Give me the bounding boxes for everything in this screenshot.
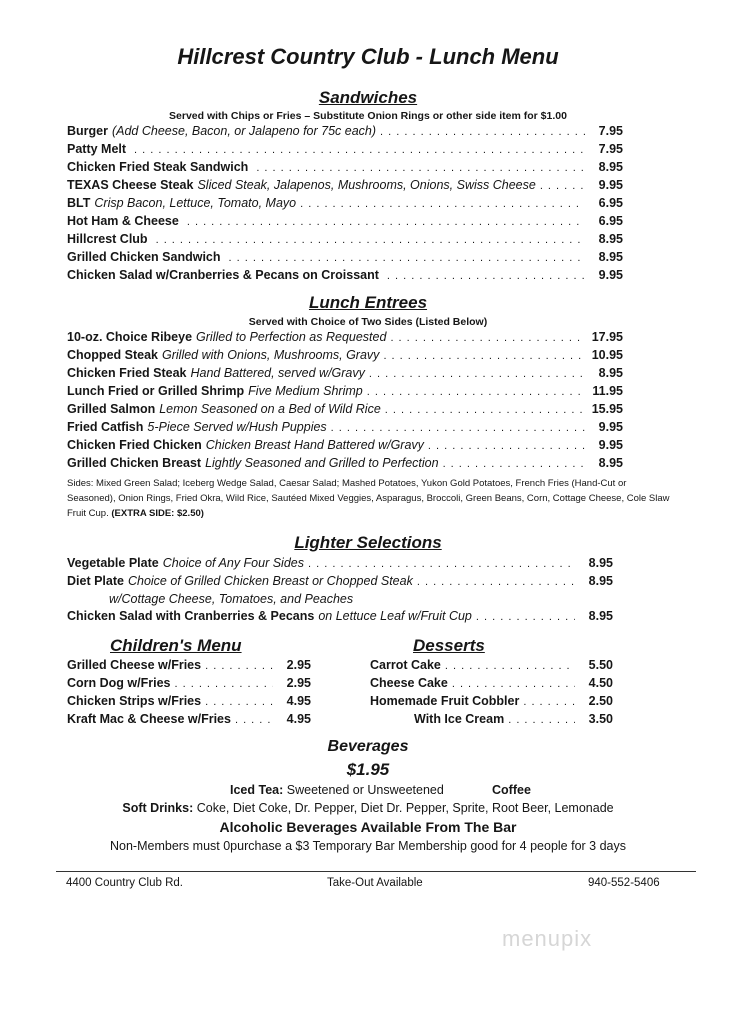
alcohol-note: Alcoholic Beverages Available From The Bar: [219, 819, 517, 835]
item-name: Cheese Cake: [370, 676, 448, 690]
item-price: 8.95: [598, 250, 623, 264]
leader-dots: [452, 676, 575, 693]
item-price: 8.95: [588, 609, 613, 623]
menu-item: [67, 573, 613, 591]
leader-dots: [540, 178, 585, 195]
menu-item: [67, 401, 623, 419]
lighter-list: [67, 555, 613, 626]
item-name: Chicken Fried Steak Sandwich: [67, 160, 249, 174]
item-name: Chicken Fried Chicken: [67, 438, 202, 452]
item-name: Homemade Fruit Cobbler: [370, 694, 520, 708]
item-desc: Hand Battered, served w/Gravy: [190, 366, 365, 380]
item-name: Grilled Chicken Sandwich: [67, 250, 221, 264]
menu-item: [67, 159, 623, 177]
entrees-subtitle: Served with Choice of Two Sides (Listed Below): [248, 316, 488, 328]
item-price: 5.50: [588, 658, 613, 672]
item-name: Vegetable Plate: [67, 556, 159, 570]
item-price: 7.95: [598, 142, 623, 156]
footer-address: 4400 Country Club Rd.: [66, 877, 183, 889]
menu-item: [67, 329, 623, 347]
item-desc: Choice of Any Four Sides: [162, 556, 304, 570]
leader-dots: [367, 384, 585, 401]
soft-drinks-label: Soft Drinks:: [122, 801, 194, 815]
leader-dots: [369, 366, 585, 383]
sides-text: Mixed Green Salad; Iceberg Wedge Salad, Caesar Salad; Mashed Potatoes, Yukon Gold Potatoes, French Fries (Hand-Cut or Seasoned), Onion Rings, Fried Okra, Wild Rice, Sautéed Mixed Veggies, Asparagus, Broccoli, Green Beans, Corn, Cottage Cheese, Cole Slaw Fruit Cup.: [67, 478, 670, 519]
menu-item: [67, 231, 623, 249]
item-name: Chicken Salad with Cranberries & Pecans: [67, 609, 315, 623]
menu-title: Hillcrest Country Club - Lunch Menu: [177, 44, 559, 69]
menu-item: [67, 195, 623, 213]
item-name: Hot Ham & Cheese: [67, 214, 179, 228]
leader-dots: [256, 160, 585, 177]
leader-dots: [523, 694, 575, 711]
leader-dots: [508, 712, 575, 729]
item-price: 6.95: [598, 196, 623, 210]
leader-dots: [134, 142, 585, 159]
item-name: Lunch Fried or Grilled Shrimp: [67, 384, 245, 398]
soft-drinks-text: Coke, Diet Coke, Dr. Pepper, Diet Dr. Pepper, Sprite, Root Beer, Lemonade: [196, 801, 614, 815]
leader-dots: [385, 402, 585, 419]
item-name: Grilled Salmon: [67, 402, 156, 416]
item-price: 8.95: [598, 232, 623, 246]
menu-item-continuation: [67, 591, 613, 608]
item-name: Patty Melt: [67, 142, 127, 156]
item-desc: Grilled to Perfection as Requested: [196, 330, 387, 344]
item-price: 9.95: [598, 438, 623, 452]
menu-item: [67, 267, 623, 285]
leader-dots: [445, 658, 575, 675]
leader-dots: [417, 574, 575, 591]
item-name: Grilled Chicken Breast: [67, 456, 202, 470]
item-price: 8.95: [588, 574, 613, 588]
item-desc-continuation: w/Cottage Cheese, Tomatoes, and Peaches: [109, 592, 354, 606]
leader-dots: [308, 556, 575, 573]
menu-item: [67, 123, 623, 141]
item-desc: on Lettuce Leaf w/Fruit Cup: [318, 609, 472, 623]
item-price: 9.95: [598, 178, 623, 192]
item-desc: (Add Cheese, Bacon, or Jalapeno for 75c each): [111, 124, 377, 138]
item-price: 3.50: [588, 712, 613, 726]
soft-drinks-line: [0, 801, 736, 815]
menu-item: [67, 141, 623, 159]
watermark-logo: menupix: [502, 926, 593, 951]
item-price: 11.95: [592, 384, 623, 398]
item-name: TEXAS Cheese Steak: [67, 178, 194, 192]
desserts-heading: Desserts: [413, 636, 485, 655]
leader-dots: [383, 348, 585, 365]
iced-tea-label: Iced Tea:: [230, 783, 284, 797]
item-price: 2.95: [286, 676, 311, 690]
item-desc: 5-Piece Served w/Hush Puppies: [147, 420, 327, 434]
menu-item: [67, 419, 623, 437]
item-price: 8.95: [598, 160, 623, 174]
extra-side-note: (EXTRA SIDE: $2.50): [111, 508, 204, 519]
item-desc: Five Medium Shrimp: [248, 384, 363, 398]
menu-item: [370, 675, 613, 693]
sandwiches-list: [67, 123, 623, 285]
sandwiches-subtitle: Served with Chips or Fries – Substitute Onion Rings or other side item for $1.00: [169, 110, 567, 122]
desserts-list: [370, 657, 613, 729]
item-price: 8.95: [598, 456, 623, 470]
menu-item: [67, 249, 623, 267]
menu-item: [67, 347, 623, 365]
menu-item: [67, 177, 623, 195]
leader-dots: [187, 214, 585, 231]
menu-item: [67, 455, 623, 473]
item-price: 6.95: [598, 214, 623, 228]
leader-dots: [443, 456, 585, 473]
iced-tea-line: [230, 783, 444, 797]
menu-item: [370, 693, 613, 711]
item-name: Burger: [67, 124, 108, 138]
leader-dots: [229, 250, 585, 267]
item-desc: Chicken Breast Hand Battered w/Gravy: [205, 438, 424, 452]
item-price: 2.95: [286, 658, 311, 672]
item-price: 7.95: [598, 124, 623, 138]
leader-dots: [174, 676, 273, 693]
menu-item: [370, 657, 613, 675]
menu-item: [67, 555, 613, 573]
entrees-list: [67, 329, 623, 473]
leader-dots: [387, 268, 585, 285]
footer-takeout: Take-Out Available: [327, 877, 423, 889]
item-name: Chicken Fried Steak: [67, 366, 187, 380]
menu-item: [67, 608, 613, 626]
item-name: Hillcrest Club: [67, 232, 148, 246]
leader-dots: [380, 124, 585, 141]
item-desc: Choice of Grilled Chicken Breast or Chopped Steak: [127, 574, 413, 588]
item-price: 4.50: [588, 676, 613, 690]
item-price: 4.95: [286, 694, 311, 708]
leader-dots: [428, 438, 585, 455]
leader-dots: [235, 712, 273, 729]
leader-dots: [331, 420, 585, 437]
leader-dots: [476, 609, 575, 626]
sandwiches-heading: Sandwiches: [318, 88, 418, 107]
non-members-note: Non-Members must 0purchase a $3 Temporary Bar Membership good for 4 people for 3 days: [110, 839, 626, 853]
item-name: Fried Catfish: [67, 420, 144, 434]
sides-list: [67, 476, 677, 521]
beverages-price: $1.95: [346, 760, 390, 779]
menu-item: [67, 675, 311, 693]
lighter-heading: Lighter Selections: [294, 533, 442, 552]
children-heading: Children's Menu: [110, 636, 242, 655]
leader-dots: [390, 330, 585, 347]
item-desc: Crisp Bacon, Lettuce, Tomato, Mayo: [94, 196, 297, 210]
item-price: 2.50: [588, 694, 613, 708]
item-price: 10.95: [591, 348, 623, 362]
item-price: 4.95: [286, 712, 311, 726]
item-desc: Lightly Seasoned and Grilled to Perfection: [205, 456, 439, 470]
footer-phone: 940-552-5406: [588, 877, 660, 889]
item-name: Corn Dog w/Fries: [67, 676, 171, 690]
leader-dots: [205, 658, 273, 675]
item-name: Chicken Strips w/Fries: [67, 694, 202, 708]
item-price: 15.95: [591, 402, 623, 416]
leader-dots: [300, 196, 585, 213]
item-name: Chicken Salad w/Cranberries & Pecans on Croissant: [67, 268, 379, 282]
item-price: 17.95: [591, 330, 623, 344]
footer-divider: [56, 871, 696, 872]
leader-dots: [156, 232, 585, 249]
menu-item: [67, 711, 311, 729]
item-name: 10-oz. Choice Ribeye: [67, 330, 193, 344]
item-desc: Lemon Seasoned on a Bed of Wild Rice: [159, 402, 381, 416]
item-price: 8.95: [588, 556, 613, 570]
beverages-heading: Beverages: [327, 738, 409, 755]
menu-item: [67, 383, 623, 401]
item-name: Grilled Cheese w/Fries: [67, 658, 202, 672]
menu-item: [67, 437, 623, 455]
sides-label: Sides:: [67, 478, 94, 489]
menu-item: [67, 657, 311, 675]
menu-item: [370, 711, 613, 729]
menu-item: [67, 213, 623, 231]
iced-tea-text: Sweetened or Unsweetened: [286, 783, 444, 797]
coffee-label: Coffee: [492, 783, 531, 797]
item-price: 9.95: [598, 420, 623, 434]
leader-dots: [205, 694, 273, 711]
item-price: 8.95: [598, 366, 623, 380]
item-name: Carrot Cake: [370, 658, 441, 672]
menu-item: [67, 365, 623, 383]
item-name: Diet Plate: [67, 574, 124, 588]
menu-item: [67, 693, 311, 711]
item-desc: Sliced Steak, Jalapenos, Mushrooms, Onions, Swiss Cheese: [197, 178, 536, 192]
children-list: [67, 657, 311, 729]
item-name: With Ice Cream: [414, 712, 505, 726]
entrees-heading: Lunch Entrees: [308, 293, 428, 312]
item-desc: Grilled with Onions, Mushrooms, Gravy: [162, 348, 380, 362]
item-name: Kraft Mac & Cheese w/Fries: [67, 712, 231, 726]
item-name: BLT: [67, 196, 91, 210]
item-name: Chopped Steak: [67, 348, 158, 362]
item-price: 9.95: [598, 268, 623, 282]
